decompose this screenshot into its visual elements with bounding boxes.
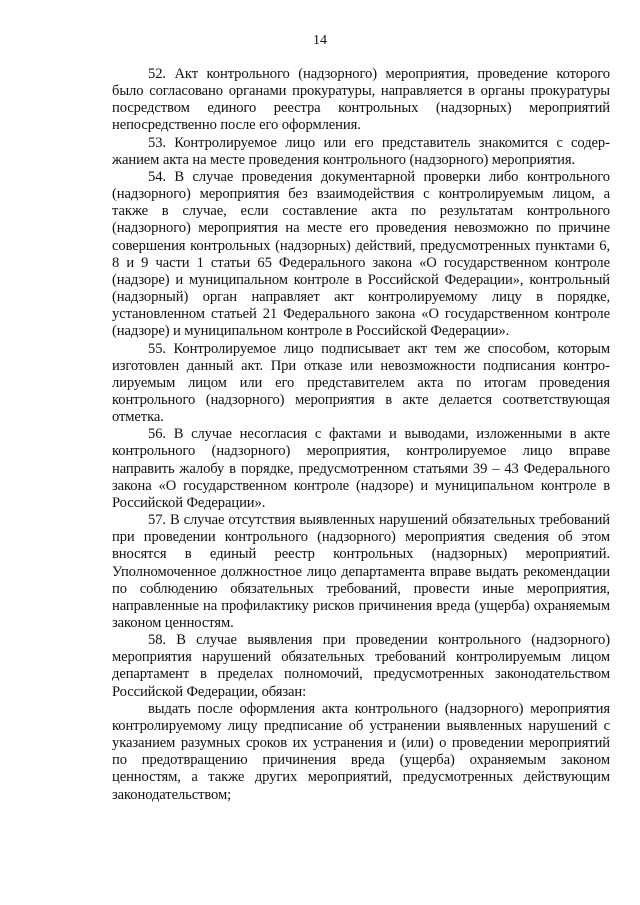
- paragraph-52: 52. Акт контрольного (надзорного) мероприятия, проведение которого было согласовано органами прокуратуры, направляется в органы прокуратуры посредством единого реестра контрольных (надзорных) мероприятий непосредственно после его оформления.: [112, 66, 610, 134]
- paragraph-53: 53. Контролируемое лицо или его представитель знакомится с содержанием акта на месте проведения контрольного (надзорного) мероприятия.: [112, 134, 610, 168]
- paragraph-58: 58. В случае выявления при проведении контрольного (надзорного) мероприятия нарушений обязательных требований контролируемым лицом департамент в пределах полномочий, предусмотренных законодательством Российской Федерации, обязан:: [112, 632, 610, 700]
- paragraph-56: 56. В случае несогласия с фактами и выводами, изложенными в акте контрольного (надзорного) мероприятия, контролируемое лицо вправе направить жалобу в порядке, предусмотренном статьями 39 – 43 Федерального закона «О государственном контроле (надзоре) и муниципальном контроле в Российской Федерации».: [112, 426, 610, 511]
- paragraph-55: 55. Контролируемое лицо подписывает акт тем же способом, которым изготовлен данный акт. При отказе или невозможности подписания контролируемым лицом или его представителем акта по итогам проведения контрольного (надзорного) мероприятия в акте делается соответствующая отметка.: [112, 340, 610, 426]
- document-body: [112, 66, 610, 804]
- paragraph-58-item: выдать после оформления акта контрольного (надзорного) мероприятия контролируемому лицу предписание об устранении выявленных нарушений с указанием разумных сроков их устранения и (или) о проведении мероприятий по предотвращению причинения вреда (ущерба) охраняемым законом ценностям, а также других мероприятий, предусмотренных действующим законодательством;: [112, 700, 610, 803]
- paragraph-54: 54. В случае проведения документарной проверки либо контрольного (надзорного) мероприятия без взаимодействия с контролируемым лицом, а также в случае, если составление акта по результатам контрольного (надзорного) мероприятия на месте его проведения невозможно по причине совершения контрольных (надзорных) действий, предусмотренных пунктами 6, 8 и 9 части 1 статьи 65 Федерального закона «О государственном контроле (надзоре) и муниципальном контроле в Российской Федерации», контрольный (надзорный) орган направляет акт контролируемому лицу в порядке, установленном статьей 21 Федерального закона «О государственном контроле (надзоре) и муниципальном контроле в Российской Федерации».: [112, 168, 610, 340]
- paragraph-57: 57. В случае отсутствия выявленных нарушений обязательных требований при проведении контрольного (надзорного) мероприятия сведения об этом вносятся в единый реестр контрольных (надзорных) мероприятий. Уполномоченное должностное лицо департамента вправе выдать рекомендации по соблюдению обязательных требований, провести иные мероприятия, направленные на профилактику рисков причинения вреда (ущерба) охраняемым законом ценностям.: [112, 512, 610, 631]
- page-number: 14: [313, 33, 327, 48]
